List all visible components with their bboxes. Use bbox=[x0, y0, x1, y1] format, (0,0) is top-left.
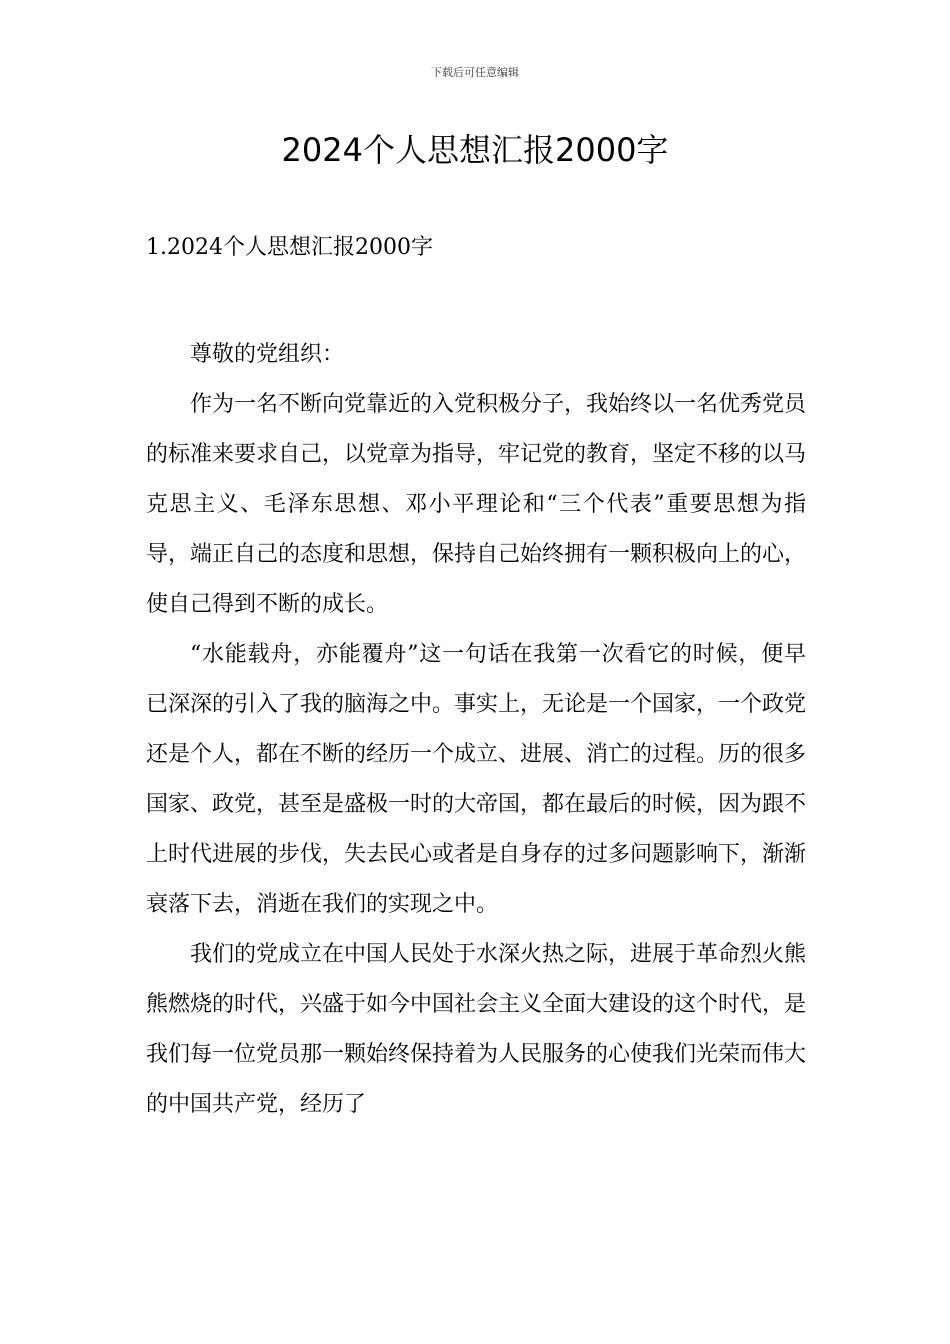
paragraph-3: 我们的党成立在中国人民处于水深火热之际，进展于革命烈火熊熊燃烧的时代，兴盛于如今中国社会主义全面大建设的这个时代，是我们每一位党员那一颗始终保持着为人民服务的心使我们光荣而伟大的中国共产党，经历了 bbox=[146, 942, 807, 1117]
document-title: 2024个人思想汇报2000字 bbox=[281, 131, 669, 169]
document-body bbox=[146, 330, 806, 1130]
paragraph-1: 作为一名不断向党靠近的入党积极分子，我始终以一名优秀党员的标准来要求自己，以党章为指导，牢记党的教育，坚定不移的以马克思主义、毛泽东思想、邓小平理论和“三个代表”重要思想为指导，端正自己的态度和思想，保持自己始终拥有一颗积极向上的心，使自己得到不断的成长。 bbox=[146, 392, 807, 617]
section-heading: 1.2024个人思想汇报2000字 bbox=[146, 235, 433, 260]
paragraph-2: “水能载舟，亦能覆舟”这一句话在我第一次看它的时候，便早已深深的引入了我的脑海之中。事实上，无论是一个国家，一个政党还是个人，都在不断的经历一个成立、进展、消亡的过程。历的很多国家、政党，甚至是盛极一时的大帝国，都在最后的时候，因为跟不上时代进展的步伐，失去民心或者是自身存的过多问题影响下，渐渐衰落下去，消逝在我们的实现之中。 bbox=[146, 642, 807, 917]
salutation: 尊敬的党组织： bbox=[190, 342, 345, 367]
page-header-note: 下载后可任意编辑 bbox=[431, 66, 519, 79]
